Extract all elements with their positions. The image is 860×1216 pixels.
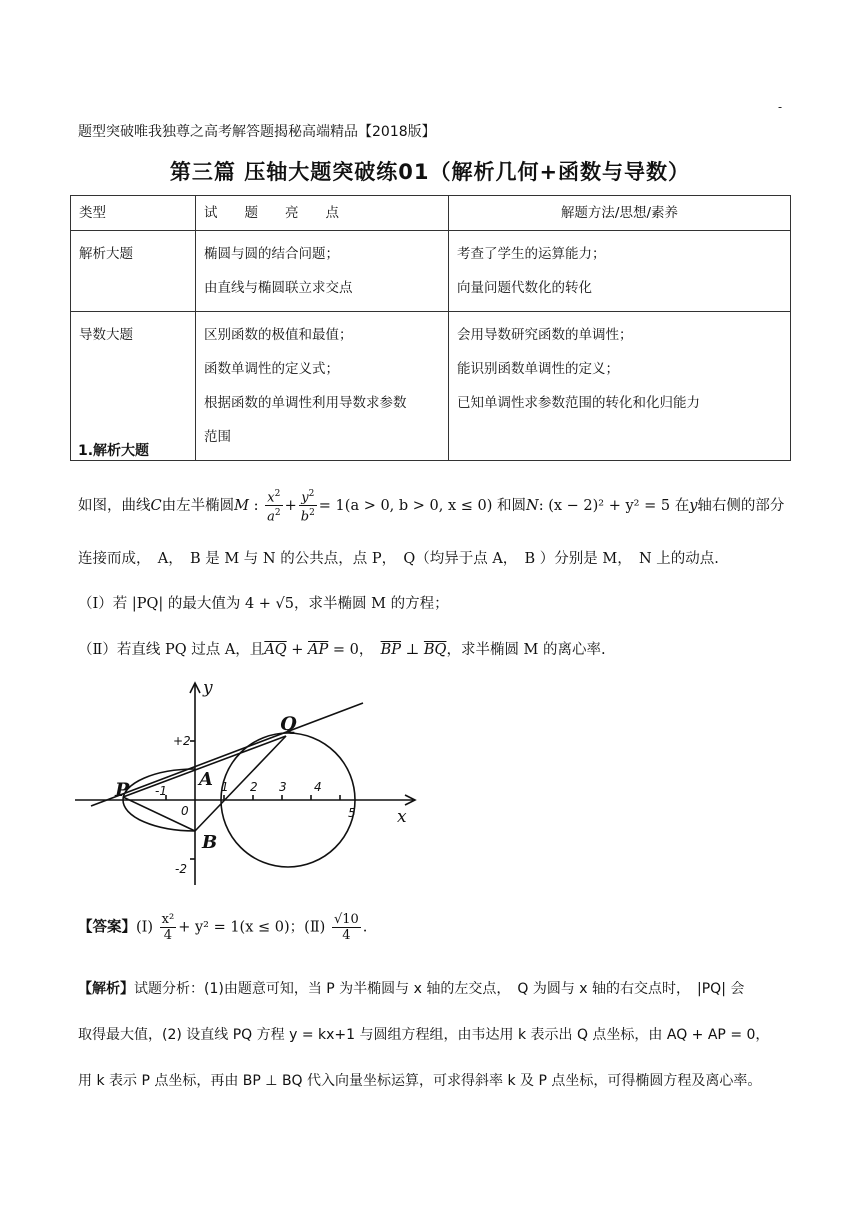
fraction: $\frac{x^2}{a^2}$ (267, 489, 281, 525)
separator: ； (289, 919, 305, 936)
math-var: N (526, 497, 539, 514)
math-var: y (689, 497, 698, 514)
list-item: 考查了学生的运算能力； (457, 246, 606, 262)
answer-line (78, 912, 367, 943)
summary-table (70, 195, 791, 461)
answer-label: 【答案】 (78, 919, 136, 936)
operator: ⊥ (401, 642, 424, 658)
list-item: 根据函数的单调性利用导数求参数 (204, 395, 407, 411)
table-header-cell: 试 题 亮 点 (196, 196, 449, 231)
problem-text: 在 (674, 497, 690, 514)
table-cell-points (196, 312, 449, 461)
question-1: （Ⅰ）若 |PQ| 的最大值为 4 + √5，求半椭圆 M 的方程； (78, 596, 449, 612)
tick-label: 3 (279, 780, 287, 794)
tick-label: 5 (348, 806, 356, 820)
table-cell-methods (449, 231, 791, 312)
problem-text: 如图，曲线 (78, 497, 151, 514)
fraction (160, 912, 177, 943)
origin-label: 0 (181, 804, 189, 818)
list-item: 能识别函数单调性的定义； (457, 361, 619, 377)
fraction-numerator: x² (161, 912, 175, 927)
problem-line-2: 连接而成， A， B 是 M 与 N 的公共点，点 P， Q（均异于点 A， B ）分别是 M， N 上的动点. (78, 551, 719, 567)
table-header-cell: 解题方法/思想/素养 (449, 196, 791, 231)
problem-text: 和圆 (497, 497, 527, 514)
problem-text: 轴右侧的部分 (697, 497, 785, 514)
analysis-label: 【解析】 (78, 981, 134, 997)
list-item: 函数单调性的定义式； (204, 361, 339, 377)
tick-label: -2 (175, 862, 187, 876)
geometry-figure (75, 675, 425, 890)
point-A-label: A (199, 769, 213, 790)
analysis-line-3: 用 k 表示 P 点坐标，再由 BP ⊥ BQ 代入向量坐标运算，可求得斜率 k 及 P 点坐标，可得椭圆方程及离心率。 (78, 1073, 762, 1089)
tick-label: -1 (155, 784, 167, 798)
list-item: 范围 (204, 429, 231, 445)
question-2 (78, 638, 606, 659)
list-item: 已知单调性求参数范围的转化和化归能力 (457, 395, 700, 411)
equation: = 1(a > 0, b > 0, x ≤ 0) (318, 497, 493, 514)
table-cell-type: 导数大题 (71, 312, 196, 461)
table-row (71, 312, 791, 461)
tick-label: 1 (221, 780, 229, 794)
problem-text: 由左半椭圆 (161, 497, 235, 514)
vector: $\overline{BQ}$ (423, 642, 447, 658)
page-title: 第三篇 压轴大题突破练01（解析几何+函数与导数） (169, 160, 691, 184)
point-B-label: B (202, 832, 218, 853)
list-item: 会用导数研究函数的单调性； (457, 327, 633, 343)
question-text: （Ⅱ）若直线 PQ 过点 A，且 (78, 642, 265, 658)
table-cell-methods (449, 312, 791, 461)
x-axis-label: x (397, 807, 407, 827)
equation: : (x − 2)² + y² = 5 (538, 497, 671, 514)
point-Q-label: Q (280, 713, 297, 735)
operator: + (286, 642, 309, 658)
equation: = 0 (328, 642, 359, 658)
vector: $\overline{AP}$ (308, 642, 329, 658)
table-cell-points (196, 231, 449, 312)
answer-part-label: (Ⅰ) (136, 919, 154, 936)
problem-line-1: 如图，曲线C由左半椭圆M : $\frac{x^2}{a^2}$ + $\frac{y^2}{b^2}$ = 1(a > 0, b > 0, x ≤ 0) 和圆N: (x − 2)² + y² = 5 在y轴右侧的部分 (78, 489, 785, 525)
series-header: 题型突破唯我独尊之高考解答题揭秘高端精品【2018版】 (78, 124, 436, 140)
period: . (362, 919, 368, 936)
corner-mark: - (778, 100, 783, 114)
tick-label: +2 (173, 734, 191, 748)
fraction: $\frac{y^2}{b^2}$ (300, 489, 315, 525)
list-item: 区别函数的极值和最值； (204, 327, 353, 343)
analysis-line-1 (78, 978, 744, 998)
table-header-row (71, 196, 791, 231)
fraction (332, 912, 361, 943)
math-var: M (234, 497, 249, 514)
tick-label: 2 (250, 780, 258, 794)
y-axis-label: y (203, 678, 213, 698)
answer-part-label: (Ⅱ) (304, 919, 326, 936)
vector: $\overline{AQ}$ (264, 642, 287, 658)
answer-1: + y² = 1(x ≤ 0) (178, 919, 290, 936)
analysis-text: 试题分析：(1)由题意可知，当 P 为半椭圆与 x 轴的左交点， Q 为圆与 x 轴的右交点时， |PQ| 会 (134, 981, 745, 997)
fraction-denominator: 4 (342, 928, 351, 943)
question-text: ，求半椭圆 M 的离心率. (446, 642, 606, 658)
list-item: 由直线与椭圆联立求交点 (204, 280, 353, 296)
table-header-cell: 类型 (71, 196, 196, 231)
fraction-numerator: √10 (333, 912, 359, 927)
math-var: C (150, 497, 162, 514)
section-title: 1.解析大题 (78, 443, 150, 459)
table-row (71, 231, 791, 312)
analysis-line-2: 取得最大值，(2) 设直线 PQ 方程 y = kx+1 与圆组方程组，由韦达用 k 表示出 Q 点坐标，由 AQ + AP = 0， (78, 1027, 770, 1043)
vector: $\overline{BP}$ (380, 642, 402, 658)
table-cell-type: 解析大题 (71, 231, 196, 312)
fraction-denominator: 4 (163, 928, 173, 943)
tick-label: 4 (314, 780, 322, 794)
list-item: 向量问题代数化的转化 (457, 280, 592, 296)
list-item: 椭圆与圆的结合问题； (204, 246, 339, 262)
question-text: ， (358, 642, 381, 658)
point-P-label: P (115, 779, 130, 801)
